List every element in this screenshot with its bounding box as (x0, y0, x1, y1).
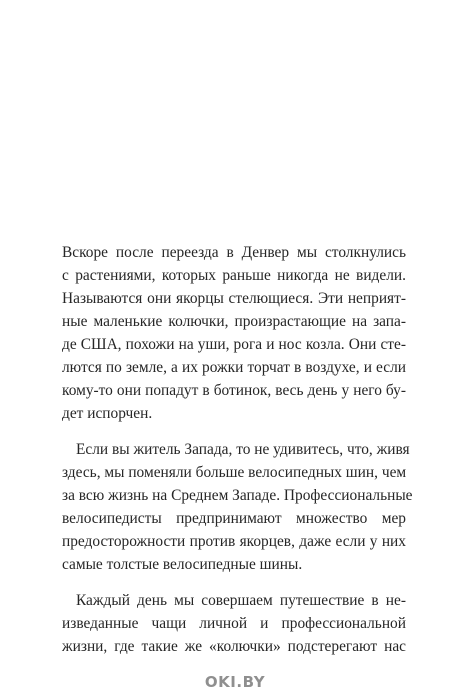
text-line: кому-то они попадут в ботинок, весь день у него бу- (62, 382, 406, 399)
text-line: Каждый день мы совершаем путешествие в не- (76, 592, 406, 609)
paragraph-3 (62, 589, 406, 658)
text-line: де США, похожи на уши, рога и нос козла. Они сте- (62, 336, 406, 353)
paragraph-2 (62, 438, 413, 576)
text-line: здесь, мы поменяли больше велосипедных шин, чем (62, 464, 407, 481)
text-line: предосторожности против якорцев, даже если у них (62, 533, 406, 550)
text-line: дет испорчен. (62, 405, 153, 422)
text-line: с растениями, которых раньше никогда не видели. (62, 267, 406, 284)
watermark-text: OKI.BY (204, 673, 266, 691)
text-line: самые толстые велосипедные шины. (62, 556, 303, 573)
paragraph-1 (62, 241, 406, 425)
text-line: лются по земле, а их рожки торчат в воздухе, и если (62, 359, 406, 376)
text-line: Вскоре после переезда в Денвер мы столкнулись (62, 244, 406, 261)
text-line: Называются они якорцы стелющиеся. Эти неприят- (62, 290, 406, 307)
text-line: Если вы житель Запада, то не удивитесь, что, живя (76, 441, 410, 458)
text-line: жизни, где такие же «колючки» подстерегают нас (62, 638, 406, 655)
text-line: ные маленькие колючки, произрастающие на запа- (62, 313, 406, 330)
text-line: изведанные чащи личной и профессиональной (62, 615, 406, 632)
text-line: велосипедисты предпринимают множество мер (62, 510, 406, 527)
text-line: за всю жизнь на Среднем Западе. Профессиональные (62, 487, 413, 504)
body-text (62, 241, 413, 658)
